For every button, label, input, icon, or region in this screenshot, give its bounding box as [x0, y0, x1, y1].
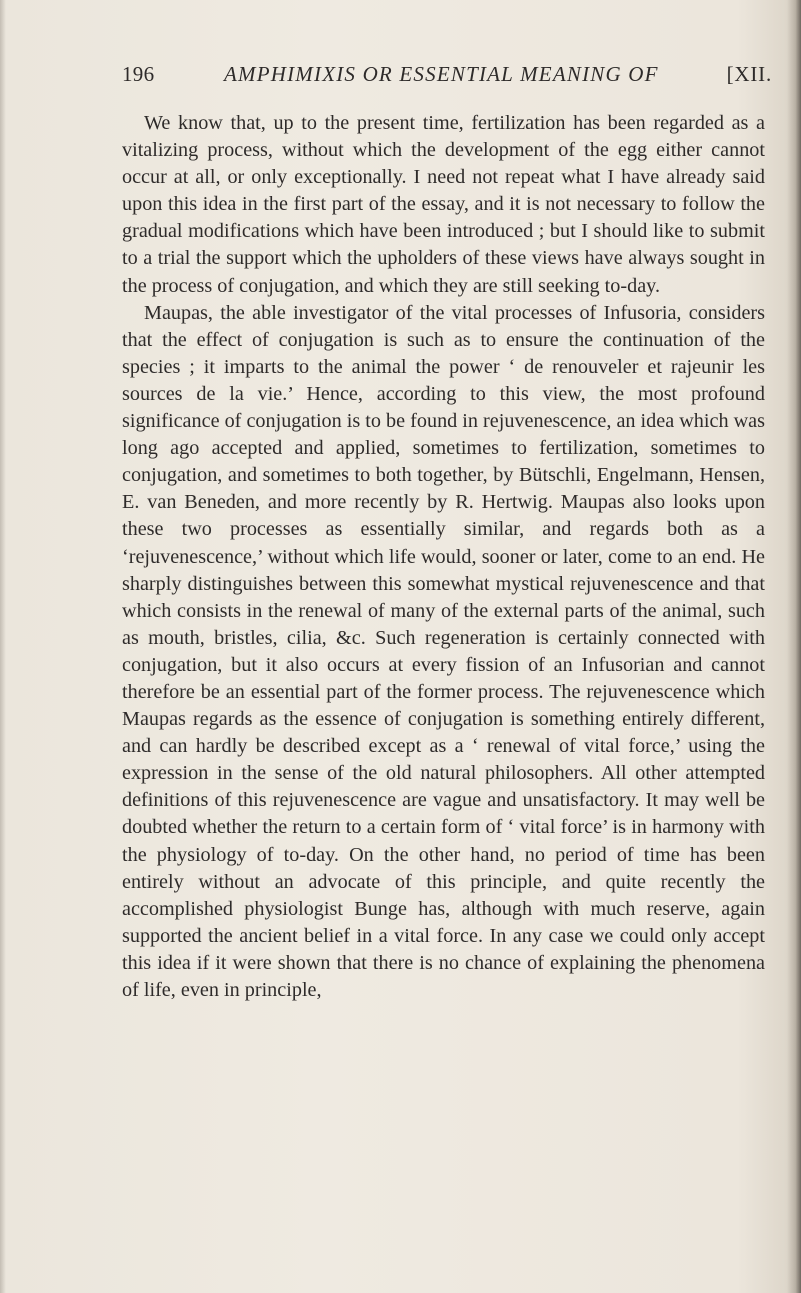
- body-text: [122, 110, 765, 1004]
- paragraph: We know that, up to the present time, fertilization has been regarded as a vitalizing process, without which the development of the egg either cannot occur at all, or only exceptionally. I need not repeat what I have already said upon this idea in the first part of the essay, and it is not necessary to follow the gradual modifications which have been introduced ; but I should like to submit to a trial the support which the upholders of these views have always sought in the process of conjugation, and which they are still seeking to-day.: [122, 112, 765, 297]
- page-number: 196: [122, 62, 155, 86]
- page-gutter-shadow: [0, 0, 6, 1293]
- running-title: AMPHIMIXIS OR ESSENTIAL MEANING OF: [224, 62, 659, 86]
- paragraph: Maupas, the able investigator of the vital processes of Infusoria, considers that the effect of conjugation is such as to ensure the continuation of the species ; it imparts to the animal the power ‘ de renouveler et rajeunir les sources de la vie.’ Hence, according to this view, the most profound significance of conjugation is to be found in rejuvenescence, an idea which was long ago accepted and applied, sometimes to fertilization, sometimes to conjugation, and sometimes to both together, by Bütschli, Engelmann, Hensen, E. van Beneden, and more recently by R. Hertwig. Maupas also looks upon these two processes as essentially similar, and regards both as a ‘rejuvenescence,’ without which life would, sooner or later, come to an end. He sharply distinguishes between this somewhat mystical rejuvenescence and that which consists in the renewal of many of the external parts of the animal, such as mouth, bristles, cilia, &c. Such regeneration is certainly connected with conjugation, but it also occurs at every fission of an Infusorian and cannot therefore be an essential part of the former process. The rejuvenescence which Maupas regards as the essence of conjugation is something entirely different, and can hardly be described except as a ‘ renewal of vital force,’ using the expression in the sense of the old natural philosophers. All other attempted definitions of this rejuvenescence are vague and unsatisfactory. It may well be doubted whether the return to a certain form of ‘ vital force’ is in harmony with the physiology of to-day. On the other hand, no period of time has been entirely without an advocate of this principle, and quite recently the accomplished physiologist Bunge has, although with much reserve, again supported the ancient belief in a vital force. In any case we could only accept this idea if it were shown that there is no chance of explaining the phenomena of life, even in principle,: [122, 301, 765, 1001]
- page-edge-shadow: [787, 0, 801, 1293]
- chapter-number: [XII.: [726, 62, 772, 86]
- running-header: [122, 62, 772, 92]
